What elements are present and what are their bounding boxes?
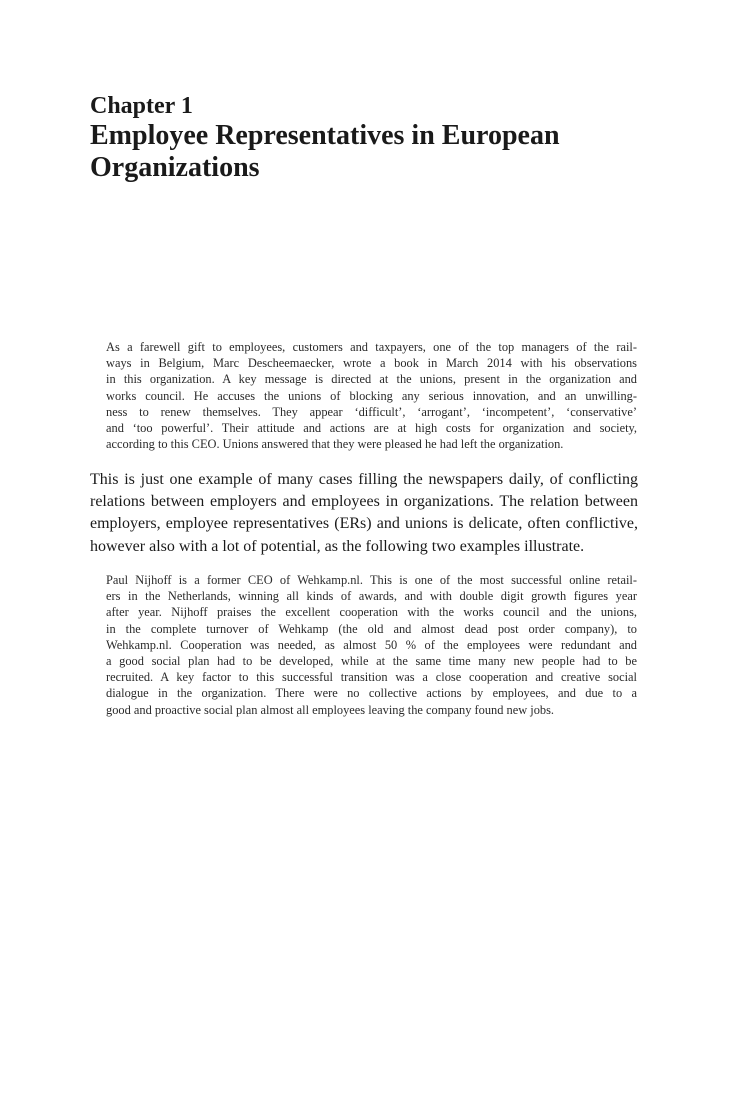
- quote-line: Paul Nijhoff is a former CEO of Wehkamp.nl. This is one of the most successful online retail-: [106, 573, 637, 587]
- quote-line: in the complete turnover of Wehkamp (the old and almost dead post order company), to: [106, 621, 637, 636]
- example-quote-wehkamp: [106, 572, 637, 718]
- quote-line: a good social plan had to be developed, while at the same time many new people had to be: [106, 654, 637, 669]
- chapter-title: [90, 120, 650, 184]
- quote-line: ness to renew themselves. They appear ‘difficult’, ‘arrogant’, ‘incompetent’, ‘conservative’: [106, 404, 637, 419]
- quote-line: As a farewell gift to employees, customers and taxpayers, one of the top managers of the rail-: [106, 340, 637, 354]
- quote-line: ers in the Netherlands, winning all kinds of awards, and with double digit growth figures year: [106, 589, 637, 604]
- quote-line: according to this CEO. Unions answered that they were pleased he had left the organization.: [106, 437, 564, 452]
- body-line: however also with a lot of potential, as the following two examples illustrate.: [90, 537, 585, 555]
- chapter-title-line: Employee Representatives in European: [90, 120, 560, 151]
- quote-line: after year. Nijhoff praises the excellent cooperation with the works council and the unions,: [106, 605, 637, 620]
- body-line: This is just one example of many cases filling the newspapers daily, of conflicting: [90, 471, 638, 488]
- chapter-title-line: Organizations: [90, 152, 260, 183]
- quote-line: Wehkamp.nl. Cooperation was needed, as almost 50 % of the employees were redundant and: [106, 637, 637, 652]
- example-quote-belgian-railways: [106, 339, 637, 452]
- quote-line: works council. He accuses the unions of blocking any serious innovation, and an unwilling-: [106, 388, 637, 403]
- quote-line: in this organization. A key message is directed at the unions, present in the organization and: [106, 372, 637, 387]
- quote-line: and ‘too powerful’. Their attitude and actions are at high costs for organization and society,: [106, 421, 637, 436]
- quote-line: dialogue in the organization. There were no collective actions by employees, and due to a: [106, 686, 637, 701]
- body-paragraph: [90, 469, 638, 558]
- quote-line: recruited. A key factor to this successful transition was a close cooperation and creative social: [106, 670, 637, 685]
- body-line: employers, employee representatives (ERs) and unions is delicate, often conflictive,: [90, 515, 638, 533]
- body-line: relations between employers and employees in organizations. The relation between: [90, 493, 638, 511]
- quote-line: good and proactive social plan almost all employees leaving the company found new jobs.: [106, 702, 555, 717]
- quote-line: ways in Belgium, Marc Descheemaecker, wrote a book in March 2014 with his observations: [106, 356, 637, 371]
- chapter-label: Chapter 1: [90, 93, 193, 119]
